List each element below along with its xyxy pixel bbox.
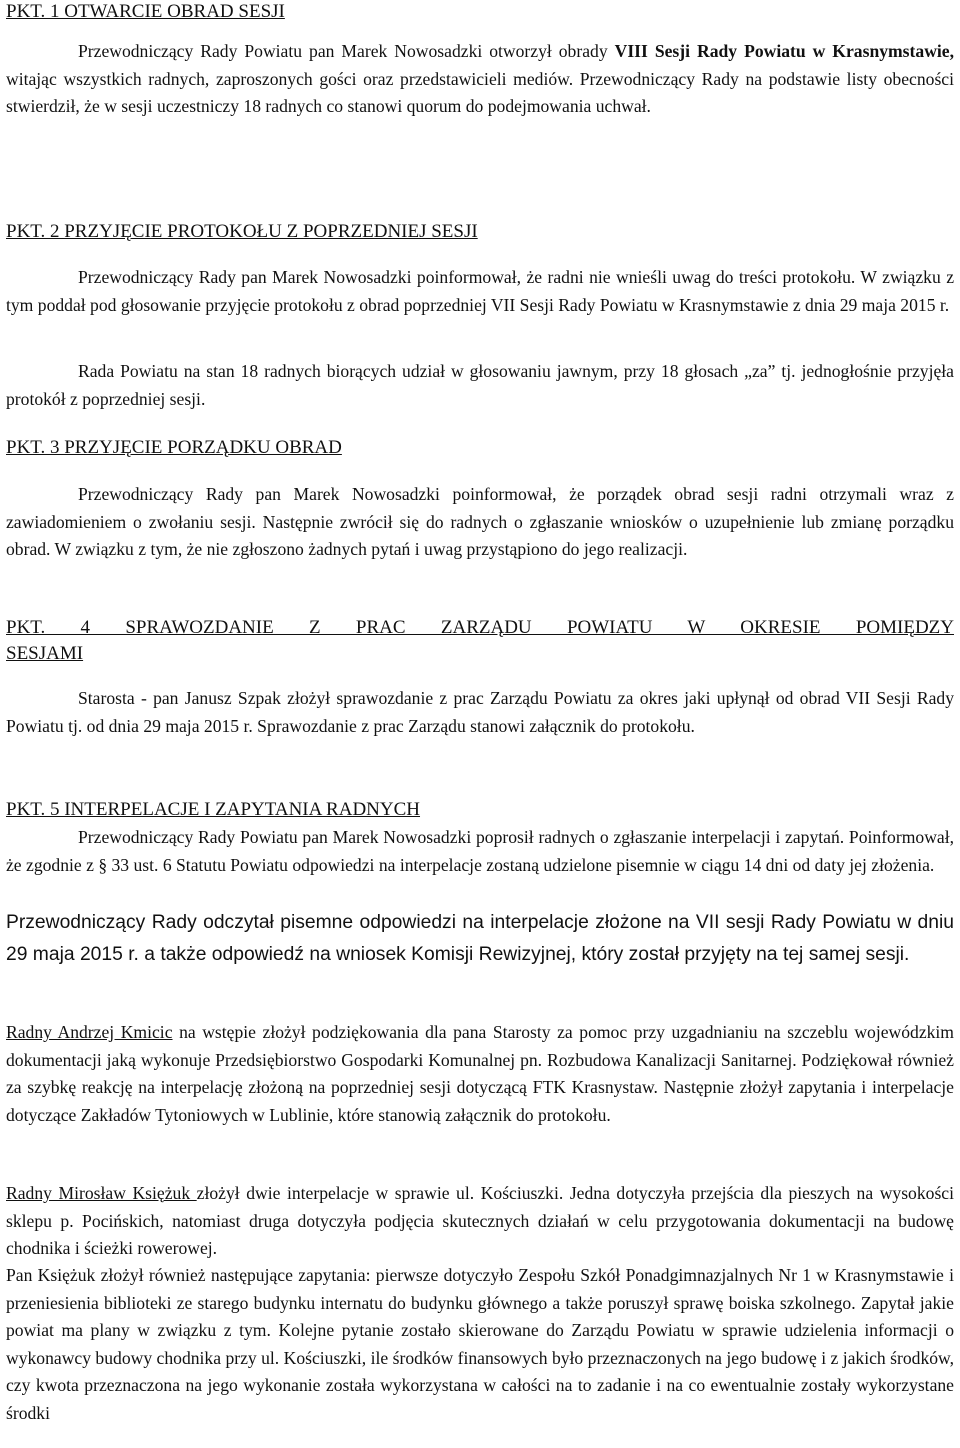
text-run: na wstępie złożył podziękowania dla pana Starosty za pomoc przy uzgadnianiu na szczeblu wojewódzkim dokumentacji jaką wykonuje Przedsiębiorstwo Gospodarki Komunalnej pn. Rozbudowa Kanalizacji Sanitarnej. Podziękował również za szybkę reakcję na interpelację złożoną na poprzedniej sesji dotyczącą FTK Krasnystaw. Następnie złożył zapytania i interpelacje dotyczące Zakładów Tytoniowych w Lublinie, które stanowią załącznik do protokołu. (6, 1022, 954, 1125)
speaker-name: Radny Mirosław Księżuk (6, 1183, 197, 1203)
section-5-paragraph-4 (6, 1180, 954, 1263)
text-run: Przewodniczący Rady Powiatu pan Marek Nowosadzki otworzył obrady (78, 41, 615, 61)
text-run: witając wszystkich radnych, zaproszonych gości oraz przedstawicieli mediów. Przewodniczący Rady na podstawie listy obecności stwierdził, że w sesji uczestniczy 18 radnych co stanowi quorum do podejmowania uchwał. (6, 68, 954, 116)
section-5-paragraph-1: Przewodniczący Rady Powiatu pan Marek Nowosadzki poprosił radnych o zgłaszanie interpelacji i zapytań. Poinformował, że zgodnie z § 33 ust. 6 Statutu Powiatu odpowiedzi na interpelacje zostaną udzielone pisemnie w ciągu 14 dni od daty jej złożenia. (6, 827, 954, 875)
section-5-paragraph-5: Pan Księżuk złożył również następujące zapytania: pierwsze dotyczyło Zespołu Szkół Ponadgimnazjalnych Nr 1 w Krasnymstawie i przeniesienia biblioteki ze starego budynku internatu do budynku głównego a także poruszył sprawę boiska szkolnego. Zapytał jakie powiat ma plany w związku z tym. Kolejne pytanie zostało skierowane do Zarządu Powiatu w sprawie udzielenia informacji o wykonawcy budowy chodnika przy ul. Kościuszki, ile środków finansowych było przeznaczonych na jego budowę i z jakich środków, czy kwota przeznaczona na jego wykonanie została wykorzystana w całości na to zadanie i na co ewentualnie zostały wykorzystane środki (6, 1265, 954, 1423)
section-heading-1: PKT. 1 OTWARCIE OBRAD SESJI (6, 1, 285, 22)
section-3-paragraph: Przewodniczący Rady pan Marek Nowosadzki poinformował, że porządek obrad sesji radni otrzymali wraz z zawiadomieniem o zwołaniu sesji. Następnie zwrócił się do radnych o zgłaszanie wniosków o uzupełnienie lub zmianę porządku obrad. W związku z tym, że nie zgłoszono żadnych pytań i uwag przystąpiono do jego realizacji. (6, 484, 954, 559)
section-2-paragraph-1: Przewodniczący Rady pan Marek Nowosadzki poinformował, że radni nie wnieśli uwag do treści protokołu. W związku z tym poddał pod głosowanie przyjęcie protokołu z obrad poprzedniej VII Sesji Rady Powiatu w Krasnymstawie z dnia 29 maja 2015 r. (6, 267, 954, 315)
section-heading-2: PKT. 2 PRZYJĘCIE PROTOKOŁU Z POPRZEDNIEJ SESJI (6, 221, 478, 242)
text-run: złożył dwie interpelacje w sprawie ul. Kościuszki. Jedna dotyczyła przejścia dla pieszych na wysokości sklepu p. Pocińskich, natomiast druga dotyczyła podjęcia skutecznych działań w celu przygotowania dokumentacji na budowę chodnika i ścieżki rowerowej. (6, 1183, 954, 1258)
section-heading-4-line-2: SESJAMI (6, 643, 84, 664)
section-2-paragraph-2: Rada Powiatu na stan 18 radnych biorących udział w głosowaniu jawnym, przy 18 głosach „za” tj. jednogłośnie przyjęła protokół z poprzedniej sesji. (6, 361, 954, 409)
section-5-paragraph-2: Przewodniczący Rady odczytał pisemne odpowiedzi na interpelacje złożone na VII sesji Rady Powiatu w dniu 29 maja 2015 r. a także odpowiedź na wniosek Komisji Rewizyjnej, który został przyjęty na tej samej sesji. (6, 912, 954, 965)
session-name-bold: VIII Sesji Rady Powiatu w Krasnymstawie, (614, 41, 954, 61)
section-heading-4-line-1: PKT. 4 SPRAWOZDANIE Z PRAC ZARZĄDU POWIATU W OKRESIE POMIĘDZY (6, 617, 954, 638)
section-4-paragraph: Starosta - pan Janusz Szpak złożył sprawozdanie z prac Zarządu Powiatu za okres jaki upłynął od obrad VII Sesji Rady Powiatu tj. od dnia 29 maja 2015 r. Sprawozdanie z prac Zarządu stanowi załącznik do protokołu. (6, 688, 954, 736)
section-5-paragraph-3 (6, 1019, 954, 1129)
section-heading-3: PKT. 3 PRZYJĘCIE PORZĄDKU OBRAD (6, 437, 342, 458)
section-1-paragraph (6, 38, 954, 121)
speaker-name: Radny Andrzej Kmicic (6, 1022, 173, 1042)
section-heading-5: PKT. 5 INTERPELACJE I ZAPYTANIA RADNYCH (6, 799, 421, 820)
